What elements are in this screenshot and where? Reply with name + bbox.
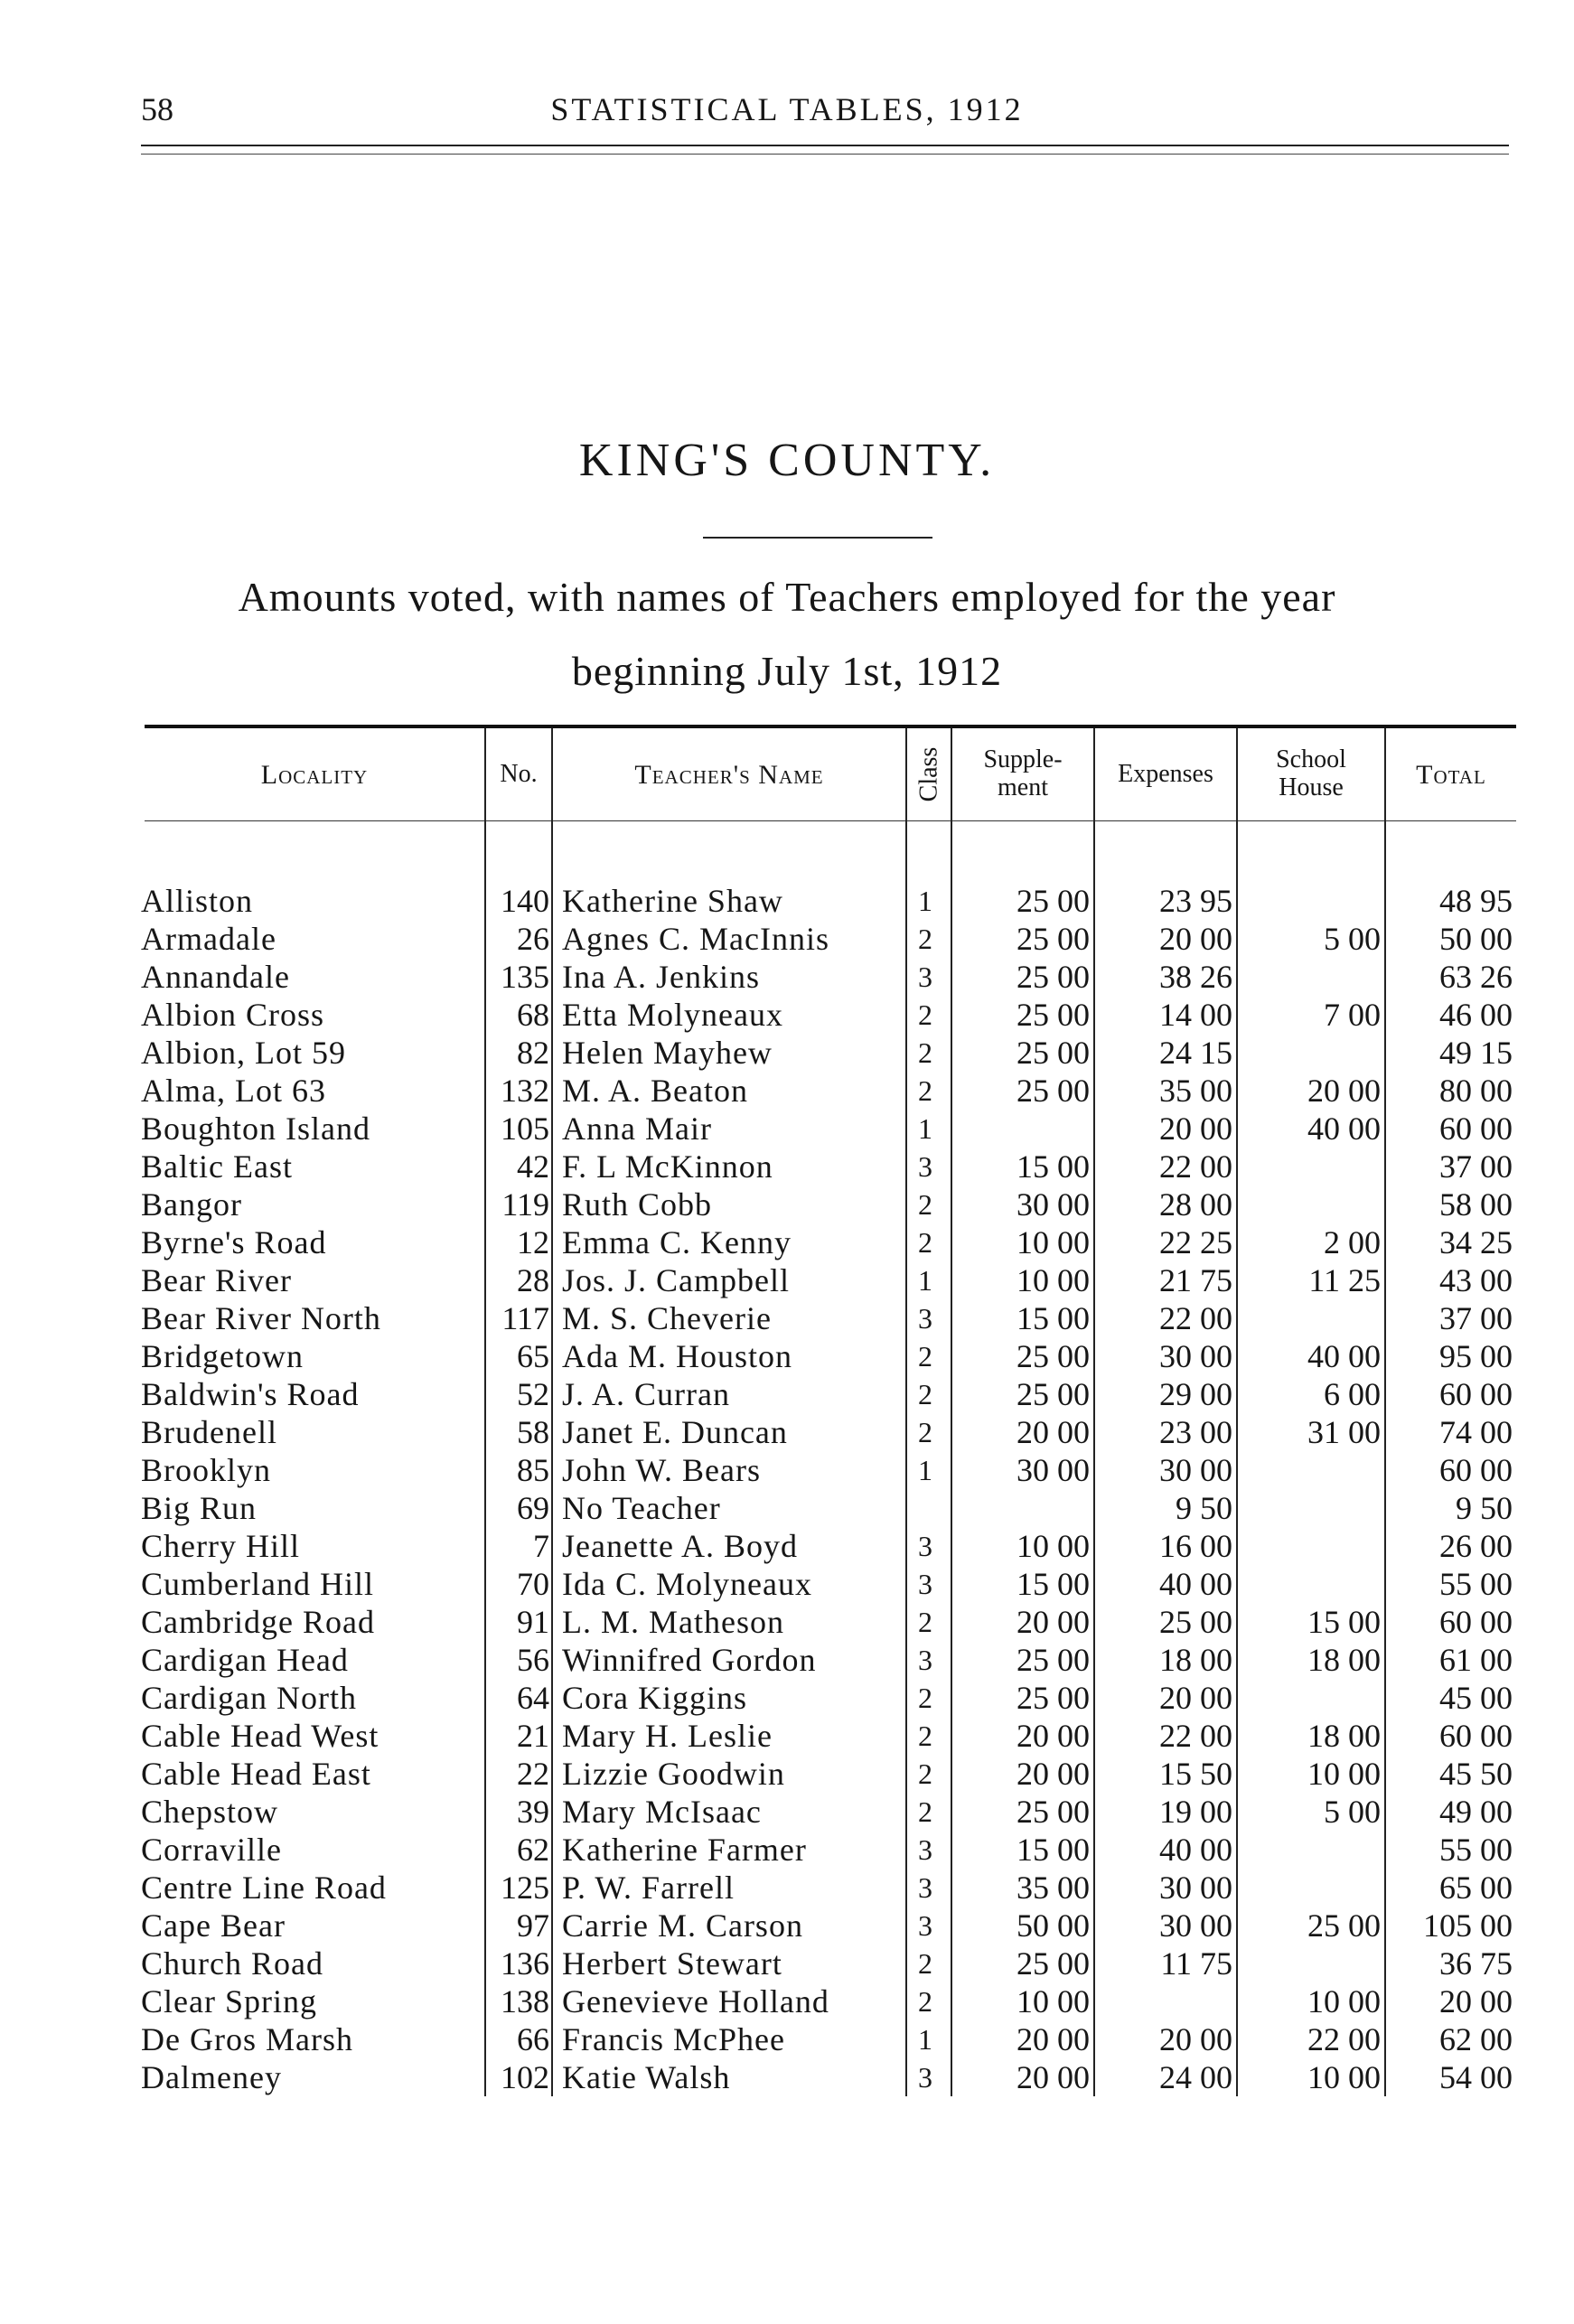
cell-class: 2: [918, 1036, 932, 1069]
cell-supplement: 25 00: [1017, 997, 1090, 1033]
cell-class: 2: [918, 1720, 932, 1752]
cell-class: 2: [918, 1074, 932, 1107]
cell-locality: Baldwin's Road: [141, 1376, 360, 1412]
cell-expenses: 28 00: [1159, 1186, 1232, 1223]
cell-total: 62 00: [1439, 2021, 1513, 2057]
cell-total: 45 00: [1439, 1680, 1513, 1716]
cell-no: 12: [517, 1224, 549, 1260]
cell-locality: Armadale: [141, 921, 276, 957]
cell-locality: Cable Head West: [141, 1718, 379, 1754]
cell-no: 136: [501, 1945, 549, 1982]
table-row: [141, 2020, 1516, 2058]
cell-supplement: 15 00: [1017, 1832, 1090, 1868]
cell-locality: Bangor: [141, 1186, 242, 1223]
cell-no: 39: [517, 1794, 549, 1830]
cell-no: 117: [501, 1300, 549, 1336]
cell-expenses: 29 00: [1159, 1376, 1232, 1412]
cell-no: 82: [517, 1035, 549, 1071]
cell-locality: Cardigan North: [141, 1680, 357, 1716]
cell-locality: Centre Line Road: [141, 1870, 387, 1906]
header-class-label: Class: [914, 746, 942, 802]
cell-supplement: 35 00: [1017, 1870, 1090, 1906]
cell-school-house: 5 00: [1324, 1794, 1381, 1830]
table-row: [141, 1413, 1516, 1451]
subtitle-line-2: beginning July 1st, 1912: [571, 648, 1003, 694]
cell-total: 60 00: [1439, 1110, 1513, 1147]
cell-no: 68: [517, 997, 549, 1033]
cell-school-house: 22 00: [1307, 2021, 1381, 2057]
cell-class: 1: [918, 1264, 932, 1297]
cell-supplement: 30 00: [1017, 1186, 1090, 1223]
cell-total: 58 00: [1439, 1186, 1513, 1223]
cell-expenses: 20 00: [1159, 1680, 1232, 1716]
cell-total: 46 00: [1439, 997, 1513, 1033]
cell-expenses: 18 00: [1159, 1642, 1232, 1678]
cell-supplement: 15 00: [1017, 1566, 1090, 1602]
cell-no: 138: [501, 1983, 549, 2019]
cell-school-house: 10 00: [1307, 1983, 1381, 2019]
cell-supplement: 25 00: [1017, 1794, 1090, 1830]
cell-total: 74 00: [1439, 1414, 1513, 1450]
table-row: [141, 1907, 1516, 1944]
cell-class: 2: [918, 1985, 932, 2018]
cell-total: 61 00: [1439, 1642, 1513, 1678]
table-row: [141, 1755, 1516, 1793]
cell-class: 2: [918, 1226, 932, 1259]
cell-teacher-name: Agnes C. MacInnis: [562, 921, 829, 957]
cell-total: 26 00: [1439, 1528, 1513, 1564]
table-row: [141, 1603, 1516, 1641]
cell-class: 3: [918, 1871, 932, 1904]
table-row: [141, 1679, 1516, 1717]
cell-no: 105: [501, 1110, 549, 1147]
cell-no: 26: [517, 921, 549, 957]
cell-total: 54 00: [1439, 2059, 1513, 2095]
cell-supplement: 25 00: [1017, 1035, 1090, 1071]
cell-no: 125: [501, 1870, 549, 1906]
cell-locality: Alma, Lot 63: [141, 1073, 326, 1109]
cell-teacher-name: Katherine Farmer: [562, 1832, 807, 1868]
table-row: [141, 996, 1516, 1034]
cell-teacher-name: Cora Kiggins: [562, 1680, 747, 1716]
cell-supplement: 30 00: [1017, 1452, 1090, 1488]
header-no: No.: [500, 759, 538, 788]
cell-total: 60 00: [1439, 1718, 1513, 1754]
cell-total: 80 00: [1439, 1073, 1513, 1109]
cell-locality: Boughton Island: [141, 1110, 370, 1147]
cell-school-house: 18 00: [1307, 1718, 1381, 1754]
page-number: 58: [141, 91, 173, 127]
cell-expenses: 30 00: [1159, 1907, 1232, 1944]
cell-locality: Baltic East: [141, 1148, 293, 1185]
cell-teacher-name: Mary H. Leslie: [562, 1718, 773, 1754]
cell-teacher-name: M. S. Cheverie: [562, 1300, 772, 1336]
cell-total: 50 00: [1439, 921, 1513, 957]
cell-class: 3: [918, 1909, 932, 1942]
cell-expenses: 40 00: [1159, 1832, 1232, 1868]
cell-no: 58: [517, 1414, 549, 1450]
cell-school-house: 2 00: [1324, 1224, 1381, 1260]
cell-school-house: 25 00: [1307, 1907, 1381, 1944]
cell-teacher-name: Ruth Cobb: [562, 1186, 713, 1223]
cell-expenses: 35 00: [1159, 1073, 1232, 1109]
cell-no: 52: [517, 1376, 549, 1412]
cell-locality: Corraville: [141, 1832, 282, 1868]
table-row: [141, 882, 1516, 920]
cell-locality: Annandale: [141, 959, 290, 995]
cell-expenses: 19 00: [1159, 1794, 1232, 1830]
cell-expenses: 40 00: [1159, 1566, 1232, 1602]
cell-class: 3: [918, 1530, 932, 1562]
cell-teacher-name: Ina A. Jenkins: [562, 959, 760, 995]
table-row: [141, 1375, 1516, 1413]
cell-class: 3: [918, 1302, 932, 1335]
table-row: [141, 1489, 1516, 1527]
cell-supplement: 20 00: [1017, 1604, 1090, 1640]
cell-class: 1: [918, 1454, 932, 1486]
cell-class: 1: [918, 1112, 932, 1145]
table-row: [141, 1831, 1516, 1869]
cell-class: 2: [918, 923, 932, 955]
cell-no: 97: [517, 1907, 549, 1944]
cell-supplement: 25 00: [1017, 1642, 1090, 1678]
table-row: [141, 1451, 1516, 1489]
cell-locality: Albion Cross: [141, 997, 325, 1033]
table-row: [141, 1299, 1516, 1337]
cell-expenses: 30 00: [1159, 1452, 1232, 1488]
cell-teacher-name: Emma C. Kenny: [562, 1224, 792, 1260]
cell-expenses: 20 00: [1159, 1110, 1232, 1147]
header-class: [907, 732, 951, 817]
cell-school-house: 5 00: [1324, 921, 1381, 957]
cell-expenses: 25 00: [1159, 1604, 1232, 1640]
cell-class: 2: [918, 1188, 932, 1221]
cell-no: 91: [517, 1604, 549, 1640]
cell-class: 3: [918, 2061, 932, 2094]
cell-teacher-name: Katie Walsh: [562, 2059, 731, 2095]
cell-total: 36 75: [1439, 1945, 1513, 1982]
cell-expenses: 22 25: [1159, 1224, 1232, 1260]
cell-expenses: 22 00: [1159, 1148, 1232, 1185]
table-row: [141, 958, 1516, 996]
cell-teacher-name: Genevieve Holland: [562, 1983, 829, 2019]
cell-no: 28: [517, 1262, 549, 1298]
cell-teacher-name: P. W. Farrell: [562, 1870, 735, 1906]
table-header-rule: [145, 820, 1516, 821]
cell-expenses: 15 50: [1159, 1756, 1232, 1792]
cell-locality: Bridgetown: [141, 1338, 304, 1374]
cell-school-house: 6 00: [1324, 1376, 1381, 1412]
teachers-table: [141, 725, 1516, 2098]
cell-school-house: 40 00: [1307, 1110, 1381, 1147]
cell-teacher-name: Janet E. Duncan: [562, 1414, 788, 1450]
cell-total: 37 00: [1439, 1300, 1513, 1336]
cell-school-house: 10 00: [1307, 2059, 1381, 2095]
cell-total: 43 00: [1439, 1262, 1513, 1298]
cell-locality: Cambridge Road: [141, 1604, 375, 1640]
cell-supplement: 10 00: [1017, 1262, 1090, 1298]
cell-locality: Big Run: [141, 1490, 258, 1526]
cell-class: 2: [918, 1682, 932, 1714]
cell-expenses: 22 00: [1159, 1718, 1232, 1754]
cell-teacher-name: Ada M. Houston: [562, 1338, 792, 1374]
table-row: [141, 1982, 1516, 2020]
cell-supplement: 25 00: [1017, 1338, 1090, 1374]
cell-supplement: 25 00: [1017, 921, 1090, 957]
cell-supplement: 20 00: [1017, 2059, 1090, 2095]
cell-locality: Byrne's Road: [141, 1224, 327, 1260]
cell-locality: Alliston: [141, 883, 254, 919]
cell-teacher-name: L. M. Matheson: [562, 1604, 784, 1640]
cell-expenses: 23 95: [1159, 883, 1232, 919]
cell-teacher-name: J. A. Curran: [562, 1376, 730, 1412]
cell-locality: Cherry Hill: [141, 1528, 300, 1564]
header-teacher-name: Teacher's Name: [634, 759, 824, 790]
cell-class: 2: [918, 1416, 932, 1448]
cell-total: 60 00: [1439, 1376, 1513, 1412]
table-row: [141, 1869, 1516, 1907]
cell-locality: Cumberland Hill: [141, 1566, 374, 1602]
cell-supplement: 25 00: [1017, 1945, 1090, 1982]
cell-locality: Bear River North: [141, 1300, 381, 1336]
cell-class: 2: [918, 1757, 932, 1790]
cell-total: 60 00: [1439, 1604, 1513, 1640]
table-row: [141, 1793, 1516, 1831]
cell-school-house: 31 00: [1307, 1414, 1381, 1450]
cell-locality: Chepstow: [141, 1794, 278, 1830]
cell-teacher-name: Etta Molyneaux: [562, 997, 783, 1033]
table-row: [141, 2058, 1516, 2096]
cell-supplement: 20 00: [1017, 1414, 1090, 1450]
cell-total: 49 15: [1439, 1035, 1513, 1071]
cell-school-house: 10 00: [1307, 1756, 1381, 1792]
cell-teacher-name: Katherine Shaw: [562, 883, 783, 919]
cell-no: 62: [517, 1832, 549, 1868]
cell-no: 42: [517, 1148, 549, 1185]
cell-class: 3: [918, 1833, 932, 1866]
cell-total: 60 00: [1439, 1452, 1513, 1488]
cell-expenses: 20 00: [1159, 921, 1232, 957]
cell-school-house: 40 00: [1307, 1338, 1381, 1374]
cell-no: 65: [517, 1338, 549, 1374]
cell-class: 3: [918, 961, 932, 993]
header-school-house: School House: [1276, 745, 1346, 801]
cell-teacher-name: F. L McKinnon: [562, 1148, 773, 1185]
cell-expenses: 24 15: [1159, 1035, 1232, 1071]
cell-school-house: 15 00: [1307, 1604, 1381, 1640]
cell-locality: Dalmeney: [141, 2059, 282, 2095]
cell-teacher-name: Francis McPhee: [562, 2021, 785, 2057]
cell-total: 48 95: [1439, 883, 1513, 919]
cell-no: 7: [533, 1528, 549, 1564]
cell-teacher-name: Carrie M. Carson: [562, 1907, 803, 1944]
cell-total: 9 50: [1456, 1490, 1513, 1526]
header-supplement: Supple- ment: [983, 745, 1063, 801]
cell-expenses: 14 00: [1159, 997, 1232, 1033]
cell-locality: Cardigan Head: [141, 1642, 349, 1678]
header-expenses: Expenses: [1118, 759, 1213, 788]
cell-no: 85: [517, 1452, 549, 1488]
cell-supplement: 10 00: [1017, 1528, 1090, 1564]
table-row: [141, 1110, 1516, 1148]
cell-teacher-name: Lizzie Goodwin: [562, 1756, 785, 1792]
cell-supplement: 20 00: [1017, 1718, 1090, 1754]
cell-total: 55 00: [1439, 1832, 1513, 1868]
cell-supplement: 25 00: [1017, 959, 1090, 995]
cell-class: 3: [918, 1644, 932, 1676]
cell-class: 2: [918, 1606, 932, 1638]
cell-class: 2: [918, 1795, 932, 1828]
cell-locality: Cape Bear: [141, 1907, 286, 1944]
cell-total: 37 00: [1439, 1148, 1513, 1185]
cell-no: 64: [517, 1680, 549, 1716]
header-rule-thin: [141, 154, 1509, 155]
county-title: KING'S COUNTY.: [578, 435, 996, 486]
cell-teacher-name: Mary McIsaac: [562, 1794, 762, 1830]
cell-no: 56: [517, 1642, 549, 1678]
table-row: [141, 1223, 1516, 1261]
cell-teacher-name: Winnifred Gordon: [562, 1642, 817, 1678]
cell-no: 69: [517, 1490, 549, 1526]
table-row: [141, 1717, 1516, 1755]
cell-supplement: 10 00: [1017, 1983, 1090, 2019]
cell-total: 45 50: [1439, 1756, 1513, 1792]
cell-class: 1: [918, 885, 932, 917]
table-row: [141, 1261, 1516, 1299]
table-row: [141, 1185, 1516, 1223]
cell-supplement: 15 00: [1017, 1300, 1090, 1336]
cell-no: 135: [501, 959, 549, 995]
cell-expenses: 30 00: [1159, 1870, 1232, 1906]
cell-no: 22: [517, 1756, 549, 1792]
cell-locality: Brudenell: [141, 1414, 277, 1450]
cell-school-house: 20 00: [1307, 1073, 1381, 1109]
cell-supplement: 10 00: [1017, 1224, 1090, 1260]
cell-no: 66: [517, 2021, 549, 2057]
cell-expenses: 24 00: [1159, 2059, 1232, 2095]
cell-class: 2: [918, 1340, 932, 1373]
cell-locality: Cable Head East: [141, 1756, 371, 1792]
cell-total: 65 00: [1439, 1870, 1513, 1906]
cell-supplement: 25 00: [1017, 883, 1090, 919]
table-row: [141, 1337, 1516, 1375]
cell-no: 140: [501, 883, 549, 919]
cell-no: 132: [501, 1073, 549, 1109]
cell-no: 21: [517, 1718, 549, 1754]
cell-total: 105 00: [1423, 1907, 1513, 1944]
cell-expenses: 9 50: [1176, 1490, 1232, 1526]
cell-teacher-name: Helen Mayhew: [562, 1035, 773, 1071]
cell-supplement: 25 00: [1017, 1680, 1090, 1716]
header-rule: [141, 145, 1509, 146]
cell-supplement: 50 00: [1017, 1907, 1090, 1944]
cell-supplement: 25 00: [1017, 1073, 1090, 1109]
cell-supplement: 20 00: [1017, 2021, 1090, 2057]
cell-class: 2: [918, 1378, 932, 1410]
cell-class: 3: [918, 1568, 932, 1600]
table-row: [141, 1034, 1516, 1072]
header-total: Total: [1416, 759, 1486, 790]
table-row: [141, 1148, 1516, 1185]
cell-locality: Brooklyn: [141, 1452, 272, 1488]
cell-teacher-name: Jos. J. Campbell: [562, 1262, 791, 1298]
cell-class: 3: [918, 1150, 932, 1183]
cell-teacher-name: M. A. Beaton: [562, 1073, 748, 1109]
cell-teacher-name: No Teacher: [562, 1490, 721, 1526]
cell-locality: Bear River: [141, 1262, 292, 1298]
cell-expenses: 20 00: [1159, 2021, 1232, 2057]
table-row: [141, 1944, 1516, 1982]
cell-supplement: 20 00: [1017, 1756, 1090, 1792]
table-row: [141, 1072, 1516, 1110]
header-locality: Locality: [260, 759, 369, 790]
cell-total: 49 00: [1439, 1794, 1513, 1830]
table-row: [141, 920, 1516, 958]
cell-class: 2: [918, 1947, 932, 1980]
cell-locality: De Gros Marsh: [141, 2021, 353, 2057]
table-row: [141, 1527, 1516, 1565]
cell-expenses: 11 75: [1160, 1945, 1232, 1982]
cell-total: 95 00: [1439, 1338, 1513, 1374]
running-title: STATISTICAL TABLES, 1912: [550, 91, 1024, 127]
cell-total: 55 00: [1439, 1566, 1513, 1602]
cell-expenses: 30 00: [1159, 1338, 1232, 1374]
cell-no: 102: [501, 2059, 549, 2095]
cell-teacher-name: Jeanette A. Boyd: [562, 1528, 798, 1564]
table-body: [141, 882, 1516, 2096]
cell-school-house: 7 00: [1324, 997, 1381, 1033]
cell-total: 20 00: [1439, 1983, 1513, 2019]
cell-locality: Albion, Lot 59: [141, 1035, 346, 1071]
cell-total: 34 25: [1439, 1224, 1513, 1260]
cell-total: 63 26: [1439, 959, 1513, 995]
table-row: [141, 1641, 1516, 1679]
cell-expenses: 23 00: [1159, 1414, 1232, 1450]
cell-teacher-name: Herbert Stewart: [562, 1945, 782, 1982]
table-row: [141, 1565, 1516, 1603]
cell-expenses: 22 00: [1159, 1300, 1232, 1336]
cell-locality: Clear Spring: [141, 1983, 317, 2019]
cell-supplement: 25 00: [1017, 1376, 1090, 1412]
cell-supplement: 15 00: [1017, 1148, 1090, 1185]
cell-teacher-name: John W. Bears: [562, 1452, 761, 1488]
cell-expenses: 16 00: [1159, 1528, 1232, 1564]
cell-no: 70: [517, 1566, 549, 1602]
subtitle-line-1: Amounts voted, with names of Teachers employed for the year: [238, 574, 1336, 620]
cell-class: 2: [918, 998, 932, 1031]
cell-school-house: 18 00: [1307, 1642, 1381, 1678]
cell-teacher-name: Anna Mair: [562, 1110, 712, 1147]
cell-locality: Church Road: [141, 1945, 323, 1982]
cell-expenses: 21 75: [1159, 1262, 1232, 1298]
cell-school-house: 11 25: [1308, 1262, 1381, 1298]
cell-class: 1: [918, 2023, 932, 2056]
cell-expenses: 38 26: [1159, 959, 1232, 995]
title-divider: [703, 537, 932, 539]
cell-teacher-name: Ida C. Molyneaux: [562, 1566, 812, 1602]
cell-no: 119: [501, 1186, 549, 1223]
